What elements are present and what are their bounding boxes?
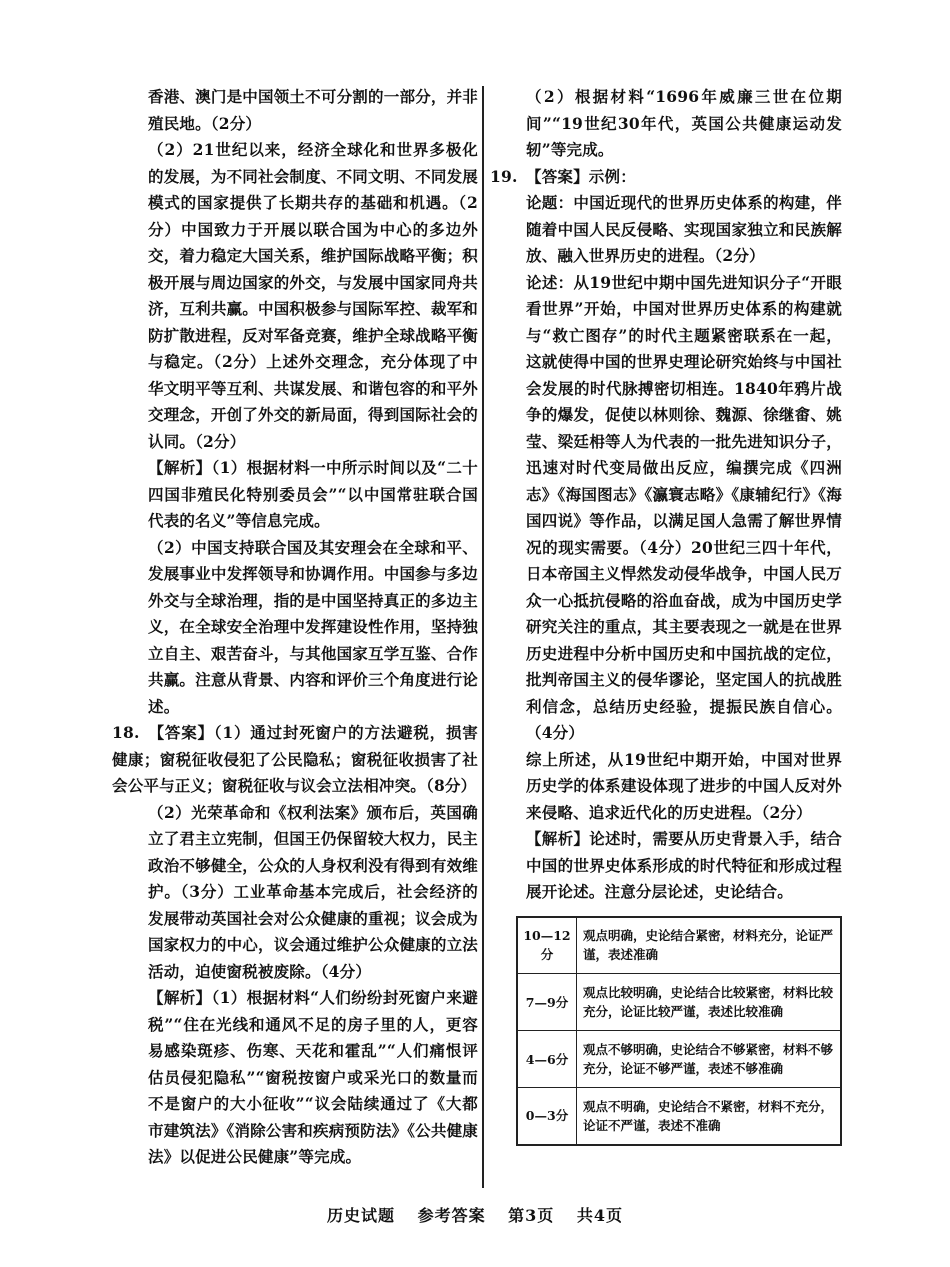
score-description: 观点比较明确，史论结合比较紧密，材料比较充分，论证比较严谨，表述比较准确 (577, 974, 842, 1031)
question-number: 19. (490, 166, 518, 186)
score-range: 0—3分 (517, 1088, 577, 1145)
footer-page: 第3页 (508, 1206, 555, 1225)
question-19-answer (490, 164, 842, 191)
paragraph-l0: 香港、澳门是中国领土不可分割的一部分，并非殖民地。（2分） (148, 87, 478, 133)
score-range: 10—12分 (517, 917, 577, 974)
score-range: 4—6分 (517, 1031, 577, 1088)
paragraph-r4: 综上所述，从19世纪中期开始，中国对世界历史学的体系建设体现了进步的中国人反对外来侵略、追求近代化的历史进程。（2分） (526, 749, 842, 822)
score-description: 观点明确，史论结合紧密，材料充分，论证严谨，表述准确 (577, 917, 842, 974)
right-column (490, 84, 842, 1146)
question-18-answer (112, 720, 478, 800)
score-description: 观点不够明确，史论结合不够紧密，材料不够充分，论证不够严谨，表述不够准确 (577, 1031, 842, 1088)
paragraph-r0: （2）根据材料“1696年威廉三世在位期间”“19世纪30年代，英国公共健康运动发轫”等完成。 (526, 87, 842, 159)
table-row (517, 974, 841, 1031)
paragraph-l2: 【解析】（1）根据材料一中所示时间以及“二十四国非殖民化特别委员会”“以中国常驻联合国代表的名义”等信息完成。 (148, 458, 478, 530)
table-row (517, 1031, 841, 1088)
table-row (517, 917, 841, 974)
question-18-text: 【答案】（1）通过封死窗户的方法避税，损害健康；窗税征收侵犯了公民隐私；窗税征收损害了社会公平与正义；窗税征收与议会立法相冲突。（8分） (112, 723, 478, 795)
footer-total: 共4页 (576, 1206, 624, 1225)
question-19-text: 【答案】示例： (526, 166, 636, 186)
footer-subject: 历史试题 (326, 1206, 395, 1225)
paragraph-l3: （2）中国支持联合国及其安理会在全球和平、发展事业中发挥领导和协调作用。中国参与多边外交与全球治理，指的是中国坚持真正的多边主义，在全球安全治理中发挥建设性作用，坚持独立自主、艰苦奋斗，与其他国家互学互鉴、合作共赢。注意从背景、内容和评价三个角度进行论述。 (148, 537, 478, 716)
question-number: 18. (112, 723, 140, 742)
score-description: 观点不明确，史论结合不紧密，材料不充分，论证不严谨，表述不准确 (577, 1088, 842, 1145)
scoring-table (516, 916, 842, 1146)
paragraph-l1: （2）21世纪以来，经济全球化和世界多极化的发展，为不同社会制度、不同文明、不同发展模式的国家提供了长期共存的基础和机遇。（2分）中国致力于开展以联合国为中心的多边外交，着力稳定大国关系，维护国际战略平衡；积极开展与周边国家的外交，与发展中国家同舟共济，互利共赢。中国积极参与国际军控、裁军和防扩散进程，反对军备竞赛，维护全球战略平衡与稳定。（2分）上述外交理念，充分体现了中华文明平等互利、共谋发展、和谐包容的和平外交理念，开创了外交的新局面，得到国际社会的认同。（2分） (148, 140, 478, 451)
left-column (112, 84, 478, 1171)
paragraph-l5: （2）光荣革命和《权利法案》颁布后，英国确立了君主立宪制，但国王仍保留较大权力，民主政治不够健全，公众的人身权利没有得到有效维护。（3分）工业革命基本完成后，社会经济的发展带动英国社会对公众健康的重视；议会成为国家权力的中心，议会通过维护公众健康的立法活动，迫使窗税被废除。（4分） (148, 802, 478, 981)
score-range: 7—9分 (517, 974, 577, 1031)
page-footer (0, 1203, 950, 1226)
column-divider (482, 86, 484, 1188)
paragraph-r2: 论题：中国近现代的世界历史体系的构建，伴随着中国人民反侵略、实现国家独立和民族解放、融入世界历史的进程。（2分） (526, 193, 842, 265)
paragraph-r3: 论述：从19世纪中期中国先进知识分子“开眼看世界”开始，中国对世界历史体系的构建就与“救亡图存”的时代主题紧密联系在一起，这就使得中国的世界史理论研究始终与中国社会发展的时代脉搏密切相连。1840年鸦片战争的爆发，促使以林则徐、魏源、徐继畬、姚莹、梁廷枏等人为代表的一批先进知识分子，迅速对时代变局做出反应，编撰完成《四洲志》《海国图志》《瀛寰志略》《康辅纪行》《海国四说》等作品，以满足国人急需了解世界情况的现实需要。（4分）20世纪三四十年代，日本帝国主义悍然发动侵华战争，中国人民万众一心抵抗侵略的浴血奋战，成为中国历史学研究关注的重点，其主要表现之一就是在世界历史进程中分析中国历史和中国抗战的定位，批判帝国主义的侵华谬论，坚定国人的抗战胜利信念，总结历史经验，提振民族自信心。（4分） (526, 272, 842, 742)
footer-answer: 参考答案 (417, 1206, 486, 1225)
table-row (517, 1088, 841, 1145)
paragraph-l6: 【解析】（1）根据材料“人们纷纷封死窗户来避税”“住在光线和通风不足的房子里的人，更容易感染斑疹、伤寒、天花和霍乱”“人们痛恨评估员侵犯隐私”“窗税按窗户或采光口的数量而不是窗户的大小征收”“议会陆续通过了《大都市建筑法》《消除公害和疾病预防法》《公共健康法》以促进公民健康”等完成。 (148, 988, 478, 1166)
paragraph-r5: 【解析】论述时，需要从历史背景入手，结合中国的世界史体系形成的时代特征和形成过程展开论述。注意分层论述，史论结合。 (526, 829, 842, 901)
